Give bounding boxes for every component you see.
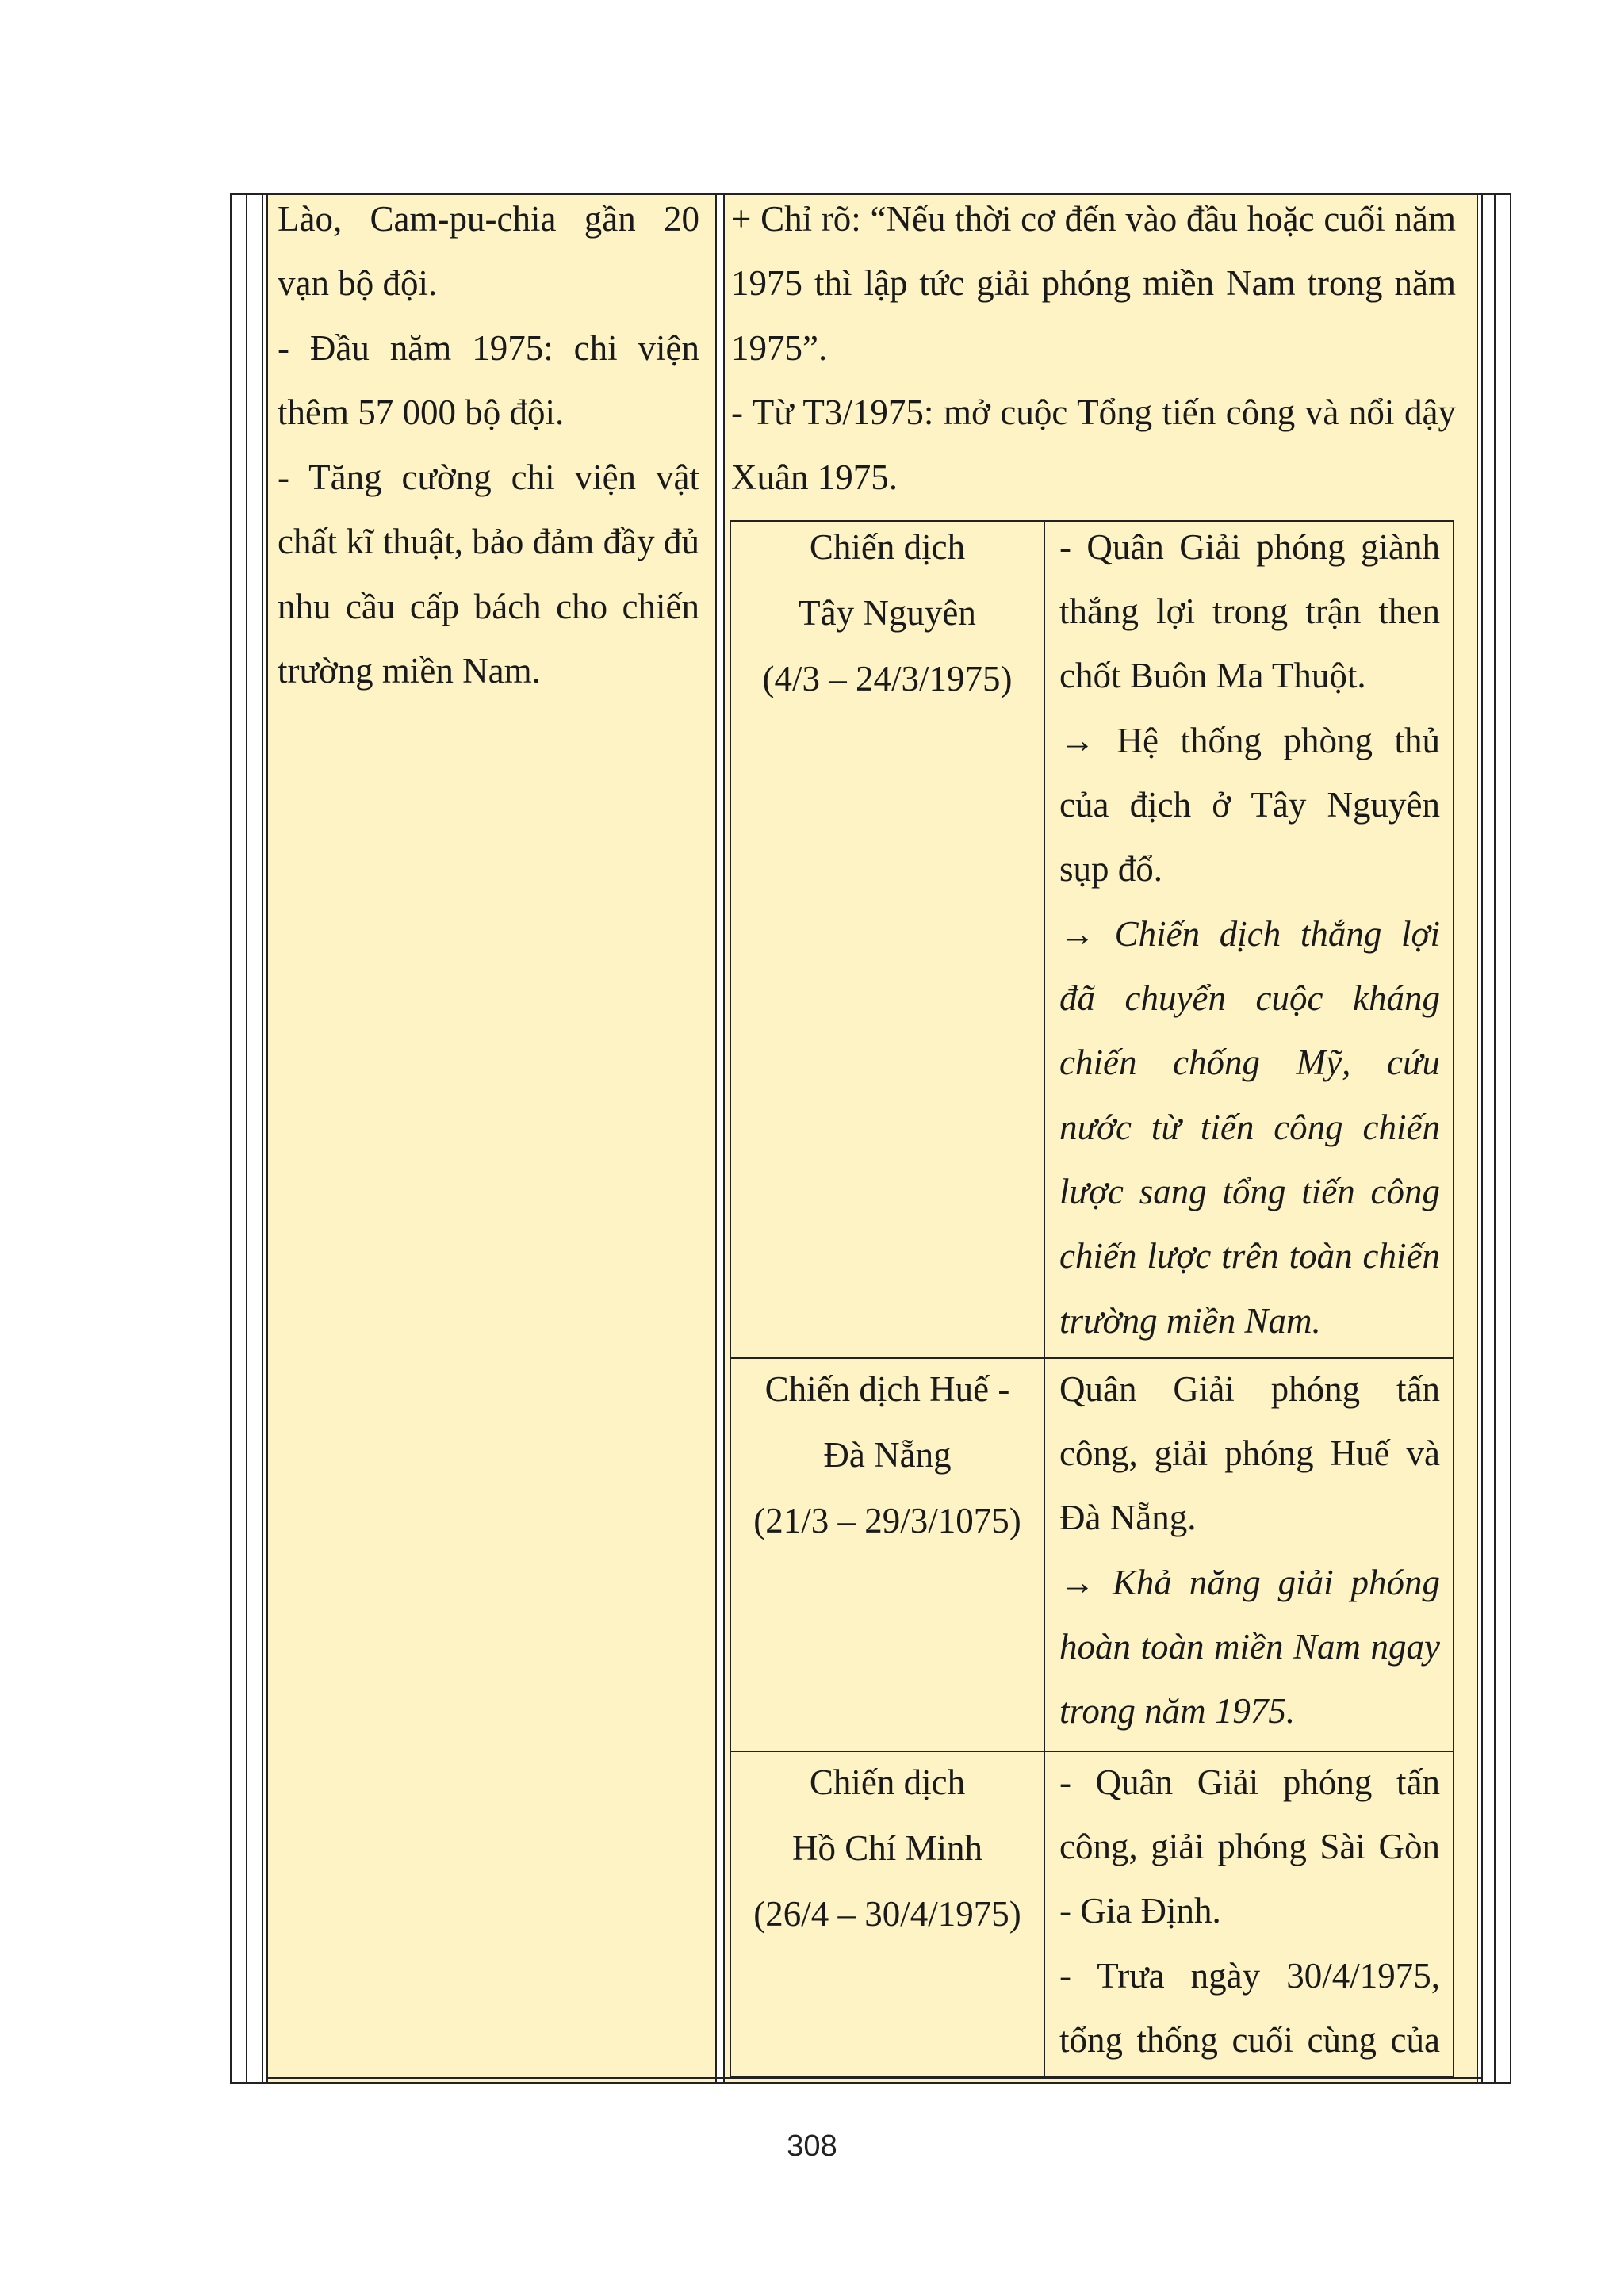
table-rule <box>266 193 268 2084</box>
campaign-desc-line: Quân Giải phóng tấn <box>1059 1369 1440 1409</box>
campaign-desc-line: của địch ở Tây Nguyên <box>1059 785 1440 825</box>
campaign-desc-line: công, giải phóng Sài Gòn <box>1059 1827 1440 1866</box>
text-line: vạn bộ đội. <box>278 263 438 303</box>
table-rule <box>1494 193 1496 2084</box>
text-line: Lào, Cam-pu-chia gần 20 <box>278 199 699 239</box>
campaign-desc-line: → Hệ thống phòng thủ <box>1059 721 1440 760</box>
campaign-desc-line: thắng lợi trong trận then <box>1059 591 1440 631</box>
campaign-name-line: Đà Nẵng <box>823 1435 952 1475</box>
text-line: - Đầu năm 1975: chi viện <box>278 328 699 368</box>
text-line: trường miền Nam. <box>278 651 541 691</box>
campaign-name-line: Hồ Chí Minh <box>791 1828 983 1868</box>
campaign-name-line: Chiến dịch <box>809 1762 966 1802</box>
campaign-desc-line: tổng thống cuối cùng của <box>1059 2020 1440 2060</box>
campaign-desc-line: chiến lược trên toàn chiến <box>1059 1236 1440 1276</box>
page-number: 308 <box>787 2130 837 2163</box>
campaign-desc-line: Đà Nẵng. <box>1059 1498 1197 1537</box>
text-line: 1975”. <box>731 328 828 368</box>
text-line: Xuân 1975. <box>731 457 898 497</box>
text-line: 1975 thì lập tức giải phóng miền Nam trong năm <box>731 263 1456 303</box>
text-line: - Tăng cường chi viện vật <box>278 457 699 497</box>
table-bottom-rule <box>266 2077 1481 2079</box>
campaign-desc-line: → Khả năng giải phóng <box>1059 1563 1440 1602</box>
table-rule <box>246 193 247 2084</box>
campaign-desc-line: đã chuyển cuộc kháng <box>1059 978 1440 1018</box>
campaign-dates: (26/4 – 30/4/1975) <box>753 1894 1021 1934</box>
table-rule <box>715 193 717 2084</box>
campaign-desc-line: công, giải phóng Huế và <box>1059 1433 1440 1473</box>
campaign-name-line: Tây Nguyên <box>799 593 976 633</box>
campaign-desc-line: trường miền Nam. <box>1059 1301 1321 1341</box>
campaign-desc-line: sụp đổ. <box>1059 849 1163 889</box>
text-line: - Từ T3/1975: mở cuộc Tổng tiến công và nổi dậy <box>731 392 1456 432</box>
text-line: chất kĩ thuật, bảo đảm đầy đủ <box>278 522 699 561</box>
campaign-name-line: Chiến dịch Huế - <box>764 1369 1010 1409</box>
table-rule <box>1481 193 1483 2084</box>
campaign-desc-line: - Gia Định. <box>1059 1891 1221 1931</box>
text-line: thêm 57 000 bộ đội. <box>278 392 565 432</box>
campaign-dates: (4/3 – 24/3/1975) <box>762 659 1013 698</box>
campaign-desc-line: hoàn toàn miền Nam ngay <box>1059 1627 1440 1667</box>
campaigns-table-divider <box>1044 520 1045 2077</box>
text-line: nhu cầu cấp bách cho chiến <box>278 587 699 626</box>
campaign-dates: (21/3 – 29/3/1075) <box>753 1501 1021 1540</box>
table-rule <box>262 193 263 2084</box>
campaign-desc-line: - Quân Giải phóng giành <box>1059 527 1440 567</box>
campaign-desc-line: - Quân Giải phóng tấn <box>1059 1762 1440 1802</box>
campaign-desc-line: chốt Buôn Ma Thuột. <box>1059 656 1366 695</box>
campaign-desc-line: chiến chống Mỹ, cứu <box>1059 1043 1440 1082</box>
campaign-desc-line: trong năm 1975. <box>1059 1691 1296 1731</box>
table-rule <box>723 193 725 2084</box>
campaign-desc-line: - Trưa ngày 30/4/1975, <box>1059 1956 1440 1996</box>
campaign-desc-line: lược sang tổng tiến công <box>1059 1172 1440 1211</box>
campaign-desc-line: → Chiến dịch thắng lợi <box>1059 914 1440 954</box>
campaign-name-line: Chiến dịch <box>809 527 966 567</box>
table-rule <box>1477 193 1478 2084</box>
text-line: + Chỉ rõ: “Nếu thời cơ đến vào đầu hoặc cuối năm <box>731 199 1456 239</box>
campaign-desc-line: nước từ tiến công chiến <box>1059 1108 1440 1147</box>
